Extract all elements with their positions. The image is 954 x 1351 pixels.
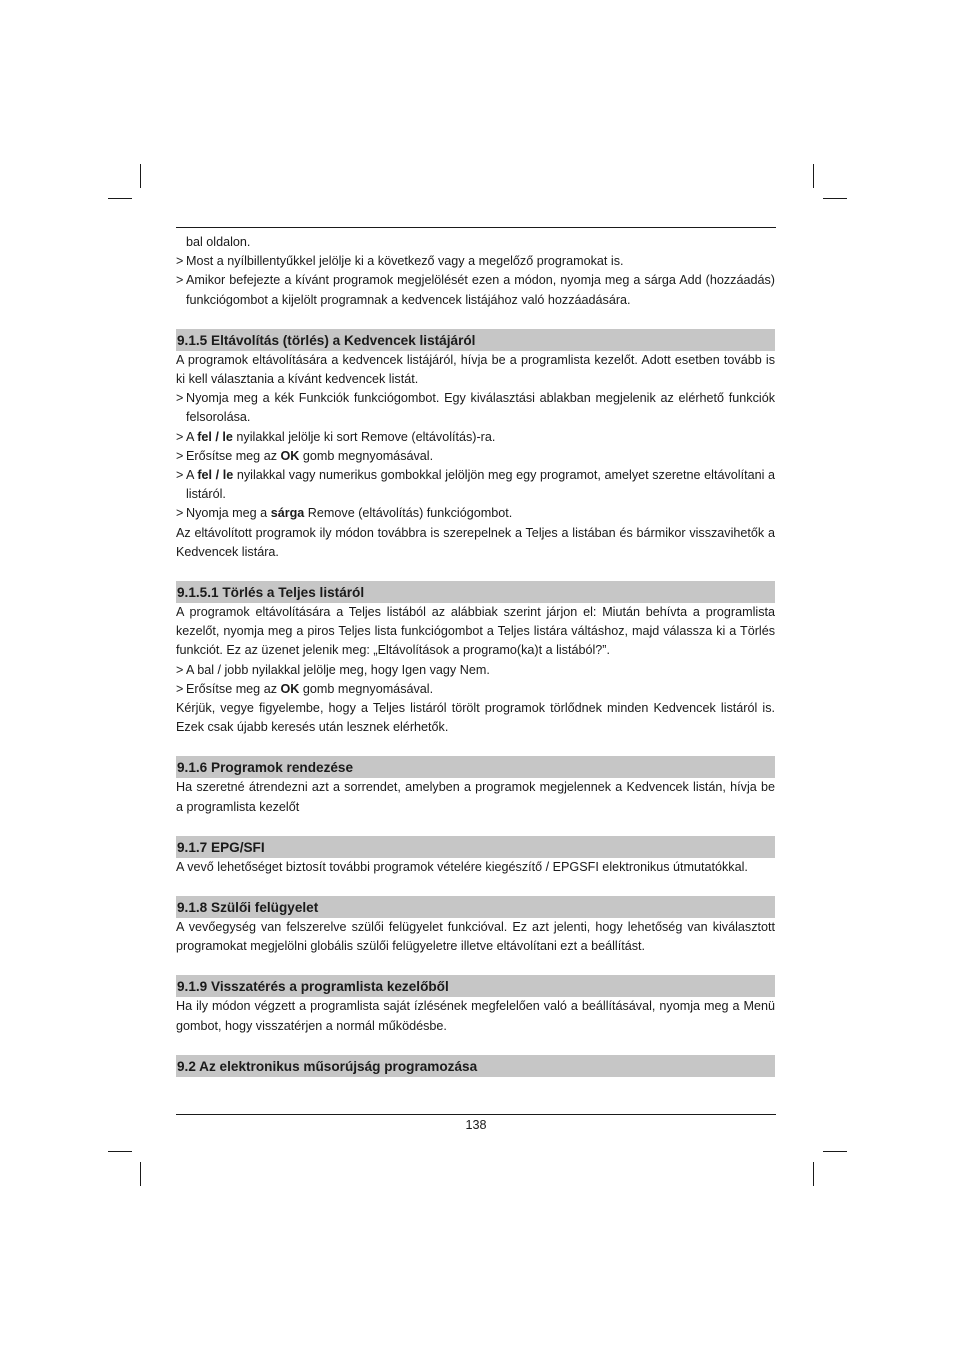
list-item: > Nyomja meg a kék Funkciók funkciógombot. Egy kiválasztási ablakban megjelenik az elérhető funkciók felsorolása. xyxy=(176,391,775,425)
crop-mark-top-left-vertical xyxy=(140,164,141,188)
key-label: OK xyxy=(280,448,300,463)
key-label: fel / le xyxy=(197,429,233,444)
list-item: > Most a nyílbillentyűkkel jelölje ki a következő vagy a megelőző programokat is. xyxy=(176,254,624,269)
paragraph: A programok eltávolítására a Teljes listából az alábbiak szerint járjon el: Miután behívta a programlista kezelőt, nyomja meg a piros Teljes lista funkciógombot a Teljes listára váltáshoz, majd válassza ki a Törlés funkciót. Ez az üzenet jelenik meg: „Eltávolítások a programo(ka)t a listából?”. xyxy=(176,605,775,658)
key-label: sárga xyxy=(270,506,305,521)
section-heading-9-1-8: 9.1.8 Szülői felügyelet xyxy=(176,896,775,918)
paragraph: Az eltávolított programok ily módon továbbra is szerepelnek a Teljes a listában és bármikor visszavihetők a Kedvencek listára. xyxy=(176,525,775,559)
list-item: > Erősítse meg az OK gomb megnyomásával. xyxy=(176,681,434,696)
crop-mark-bottom-left-horizontal xyxy=(108,1151,132,1152)
crop-mark-top-right-horizontal xyxy=(823,198,847,199)
footer-rule xyxy=(176,1114,776,1115)
key-label: fel / le xyxy=(197,468,234,483)
list-item: > Nyomja meg a sárga Remove (eltávolítás) funkciógombot. xyxy=(176,506,513,521)
section-heading-9-1-6: 9.1.6 Programok rendezése xyxy=(176,756,775,778)
crop-mark-bottom-left-vertical xyxy=(140,1162,141,1186)
crop-mark-top-right-vertical xyxy=(813,164,814,188)
paragraph: A vevőegység van felszerelve szülői felügyelet funkcióval. Ez azt jelenti, hogy lehetőség van kiválasztott programokat megjelölni globális szülői felügyeletre illetve eltávolítani ezt a beállítást. xyxy=(176,920,775,954)
paragraph: A programok eltávolítására a kedvencek listájáról, hívja be a programlista kezelőt. Adott esetben tovább is ki kell választania a kívánt kedvencek listát. xyxy=(176,352,775,387)
list-item: > A bal / jobb nyilakkal jelölje meg, hogy Igen vagy Nem. xyxy=(176,662,490,677)
crop-mark-bottom-right-horizontal xyxy=(823,1151,847,1152)
paragraph: Ha ily módon végzett a programlista saját ízlésének megfelelően való a beállításával, nyomja meg a Menü gombot, hogy visszatérjen a normál működésbe. xyxy=(176,999,775,1033)
list-item: > Amikor befejezte a kívánt programok megjelölését ezen a módon, nyomja meg a sárga Add (hozzáadás) funkciógombot a kijelölt programnak a kedvencek listájához való hozzáadására. xyxy=(176,273,775,307)
paragraph: Kérjük, vegye figyelembe, hogy a Teljes listáról törölt programok törlődnek minden Kedvencek listáról is. Ezek csak újabb keresés után lesznek elérhetők. xyxy=(176,701,775,735)
intro-continuation: bal oldalon. xyxy=(186,235,251,249)
section-heading-9-1-9: 9.1.9 Visszatérés a programlista kezelőből xyxy=(176,975,775,997)
section-heading-9-1-5-1: 9.1.5.1 Törlés a Teljes listáról xyxy=(176,581,775,603)
key-label: OK xyxy=(280,681,300,696)
paragraph: A vevő lehetőséget biztosít további programok vételére kiegészítő / EPGSFI elektronikus útmutatókkal. xyxy=(176,859,748,874)
crop-mark-top-left-horizontal xyxy=(108,198,132,199)
list-item: > Erősítse meg az OK gomb megnyomásával. xyxy=(176,448,434,463)
page-number: 138 xyxy=(465,1118,487,1132)
header-rule xyxy=(176,227,776,228)
list-item: > A fel / le nyilakkal vagy numerikus gombokkal jelöljön meg egy programot, amelyet szeretne eltávolítani a listáról. xyxy=(176,468,775,502)
section-heading-9-1-7: 9.1.7 EPG/SFI xyxy=(176,836,775,858)
section-heading-9-1-5: 9.1.5 Eltávolítás (törlés) a Kedvencek listájáról xyxy=(176,329,775,351)
page-content xyxy=(176,233,775,1077)
paragraph: Ha szeretné átrendezni azt a sorrendet, amelyben a programok megjelennek a Kedvencek listán, hívja be a programlista kezelőt xyxy=(176,780,775,814)
crop-mark-bottom-right-vertical xyxy=(813,1162,814,1186)
list-item: > A fel / le nyilakkal jelölje ki sort Remove (eltávolítás)-ra. xyxy=(176,429,496,444)
section-heading-9-2: 9.2 Az elektronikus műsorújság programozása xyxy=(176,1055,775,1077)
